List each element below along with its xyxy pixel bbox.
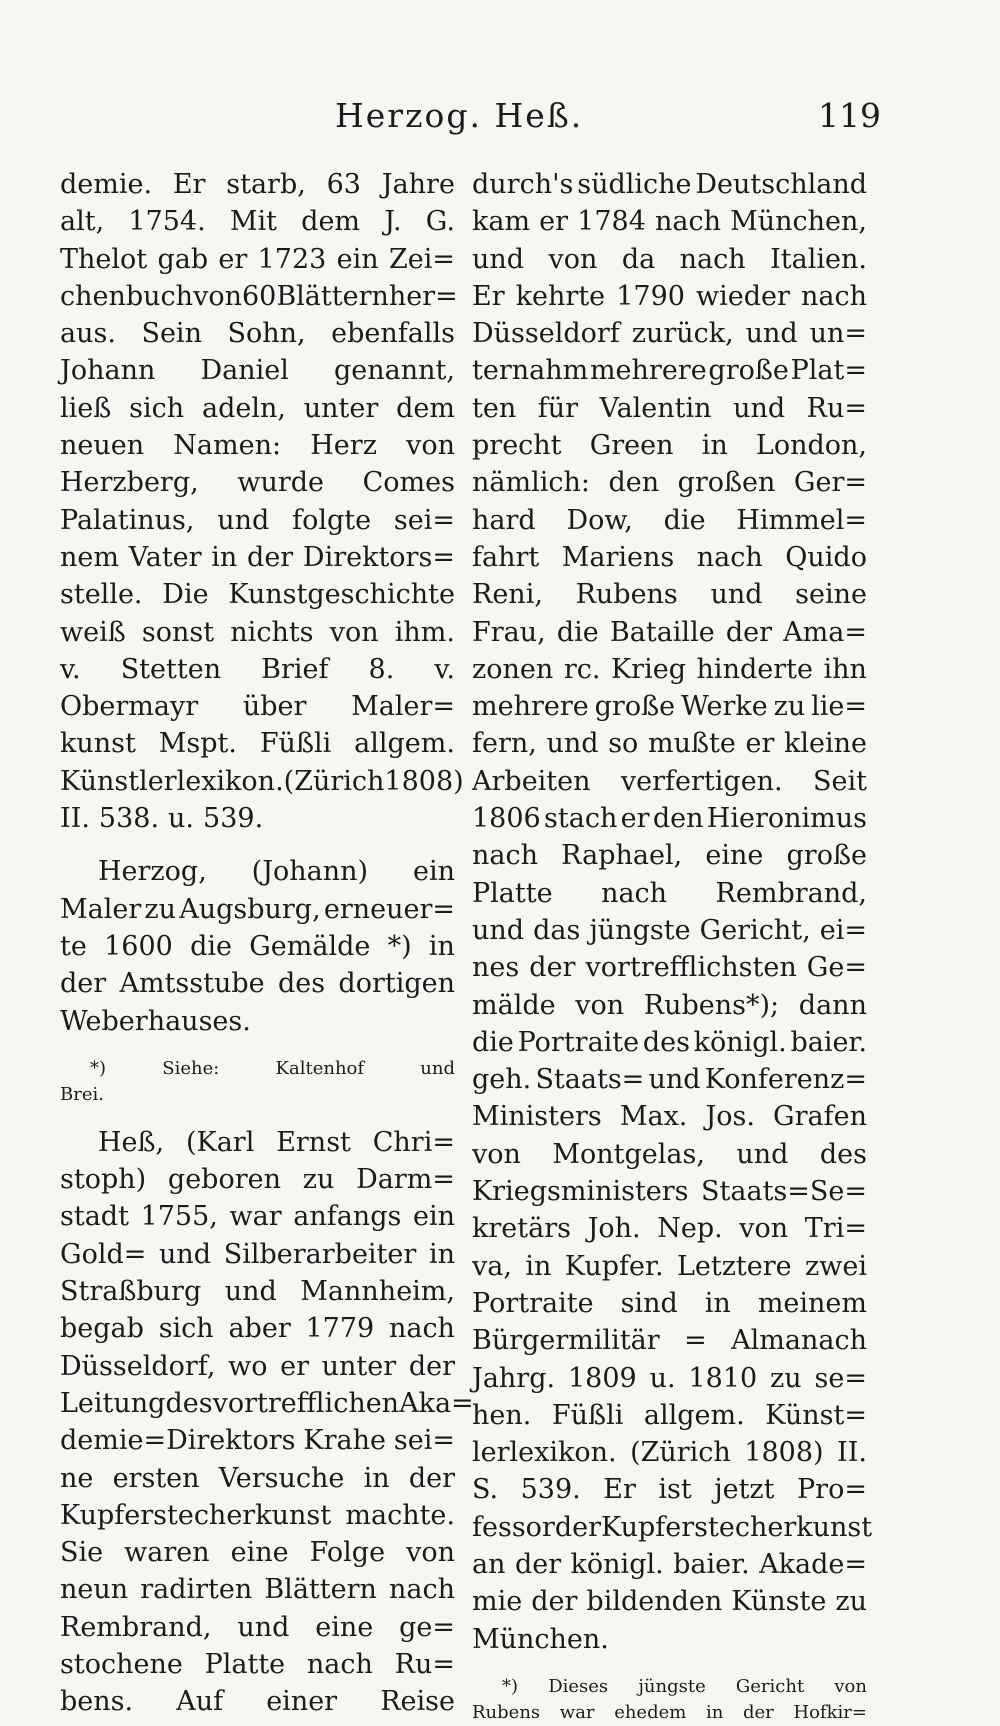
text-line: stochene Platte nach Ru= (60, 1648, 455, 1680)
text-line: Frau, die Bataille der Ama= (472, 616, 867, 648)
text-line: 1806 stach er den Hieronimus (472, 803, 867, 835)
text-line: Bürgermilitär = Almanach (472, 1325, 867, 1357)
text-line: Herzberg, wurde Comes (60, 467, 455, 499)
text-line: kunst Mspt. Füßli allgem. (60, 728, 455, 760)
text-line: stoph) geboren zu Darm= (60, 1164, 455, 1196)
text-line: Palatinus, und folgte sei= (60, 504, 455, 536)
text-line: Obermayr über Maler= (60, 691, 455, 723)
text-line: Weberhauses. (60, 1005, 251, 1037)
paragraph-gap (60, 1108, 455, 1124)
text-line: nem Vater in der Direktors= (60, 541, 455, 573)
text-line: Heß, (Karl Ernst Chri= (98, 1126, 455, 1158)
text-line: Leitung des vortrefflichen Aka= (60, 1387, 474, 1419)
text-line: Portraite sind in meinem (472, 1287, 867, 1319)
text-line: Gold= und Silberarbeiter in (60, 1238, 455, 1270)
text-line: demie. Er starb, 63 Jahre (60, 169, 455, 200)
text-line: Johann Daniel genannt, (60, 355, 455, 387)
text-line: hard Dow, die Himmel= (472, 504, 867, 536)
text-line: nes der vortrefflichsten Ge= (472, 952, 867, 984)
text-line: Maler zu Augsburg, erneuer= (60, 893, 455, 925)
text-line: precht Green in London, (472, 430, 867, 462)
text-line: fern, und so mußte er kleine (472, 728, 867, 760)
text-line: mälde von Rubens*); dann (472, 989, 867, 1021)
paragraph-gap (60, 837, 455, 853)
running-head: Herzog. Heß. (335, 96, 584, 135)
text-line: S. 539. Er ist jetzt Pro= (472, 1474, 867, 1506)
page-number: 119 (818, 96, 881, 135)
text-line: lerlexikon. (Zürich 1808) II. (472, 1437, 867, 1469)
text-line: ternahm mehrere große Plat= (472, 355, 867, 387)
text-line: geh. Staats= und Konferenz= (472, 1064, 867, 1096)
text-line: Kriegsministers Staats=Se= (472, 1176, 867, 1208)
text-line: Er kehrte 1790 wieder nach (472, 280, 867, 312)
text-line: Kupferstecherkunst machte. (60, 1499, 455, 1531)
text-line: Sie waren eine Folge von (60, 1537, 455, 1569)
text-line: te 1600 die Gemälde *) in (60, 930, 455, 962)
text-line: fessor der Kupferstecherkunst (472, 1511, 873, 1543)
text-line: die Portraite des königl. baier. (472, 1026, 867, 1058)
text-line: Thelot gab er 1723 ein Zei= (60, 243, 455, 275)
text-line: II. 538. u. 539. (60, 803, 264, 835)
text-line: va, in Kupfer. Letztere zwei (472, 1250, 867, 1282)
text-line: mehrere große Werke zu lie= (472, 691, 867, 723)
text-line: Rembrand, und eine ge= (60, 1611, 455, 1643)
text-line: Herzog, (Johann) ein (98, 856, 455, 888)
text-line: an der königl. baier. Akade= (472, 1548, 867, 1580)
text-line: Düsseldorf zurück, und un= (472, 318, 867, 350)
text-line: zonen rc. Krieg hinderte ihn (472, 653, 867, 685)
text-line: Künstlerlexikon. (Zürich 1808) (60, 765, 464, 797)
text-line: und das jüngste Gericht, ei= (472, 914, 867, 946)
text-line: ten für Valentin und Ru= (472, 392, 867, 424)
text-line: Jahrg. 1809 u. 1810 zu se= (472, 1362, 867, 1394)
paragraph-gap (60, 1040, 455, 1056)
text-line: und von da nach Italien. (472, 243, 867, 275)
paragraph-gap (472, 1658, 867, 1674)
text-line: nach Raphael, eine große (472, 840, 867, 872)
text-line: stadt 1755, war anfangs ein (60, 1201, 455, 1233)
text-line: neun radirten Blättern nach (60, 1574, 455, 1606)
footnote-line: Brei. (60, 1083, 104, 1105)
text-line: aus. Sein Sohn, ebenfalls (60, 318, 455, 350)
text-line: der Amtsstube des dortigen (60, 968, 455, 1000)
text-line: Straßburg und Mannheim, (60, 1276, 455, 1308)
text-line: v. Stetten Brief 8. v. (60, 653, 455, 685)
text-line: demie=Direktors Krahe sei= (60, 1425, 455, 1457)
text-line: von Montgelas, und des (472, 1138, 867, 1170)
left-column (60, 166, 474, 1721)
text-line: mie der bildenden Künste zu (472, 1586, 867, 1618)
text-line: stelle. Die Kunstgeschichte (60, 579, 455, 611)
text-line: ließ sich adeln, unter dem (60, 392, 455, 424)
text-line: fahrt Mariens nach Quido (472, 541, 867, 573)
text-line: alt, 1754. Mit dem J. G. (60, 206, 455, 238)
text-line: nämlich: den großen Ger= (472, 467, 867, 499)
text-line: ne ersten Versuche in der (60, 1462, 455, 1494)
text-line: hen. Füßli allgem. Künst= (472, 1399, 867, 1431)
text-line: durch's südliche Deutschland (472, 169, 867, 200)
text-line: Ministers Max. Jos. Grafen (472, 1101, 867, 1133)
text-line: chenbuch von 60 Blättern her= (60, 280, 458, 312)
text-line: neuen Namen: Herz von (60, 430, 455, 462)
right-column (472, 166, 873, 1726)
footnote-line: *) Dieses jüngste Gericht von (502, 1675, 867, 1697)
text-line: Düsseldorf, wo er unter der (60, 1350, 455, 1382)
footnote-line: *) Siehe: Kaltenhof und (90, 1057, 455, 1079)
text-line: weiß sonst nichts von ihm. (60, 616, 455, 648)
text-line: kretärs Joh. Nep. von Tri= (472, 1213, 867, 1245)
text-line: Platte nach Rembrand, (472, 877, 867, 909)
footnote-line: Rubens war ehedem in der Hofkir= (472, 1701, 867, 1723)
text-line: bens. Auf einer Reise (60, 1686, 455, 1718)
text-line: Arbeiten verfertigen. Seit (472, 765, 867, 797)
text-line: kam er 1784 nach München, (472, 206, 867, 238)
text-line: Reni, Rubens und seine (472, 579, 867, 611)
text-line: begab sich aber 1779 nach (60, 1313, 455, 1345)
text-line: München. (472, 1623, 609, 1655)
